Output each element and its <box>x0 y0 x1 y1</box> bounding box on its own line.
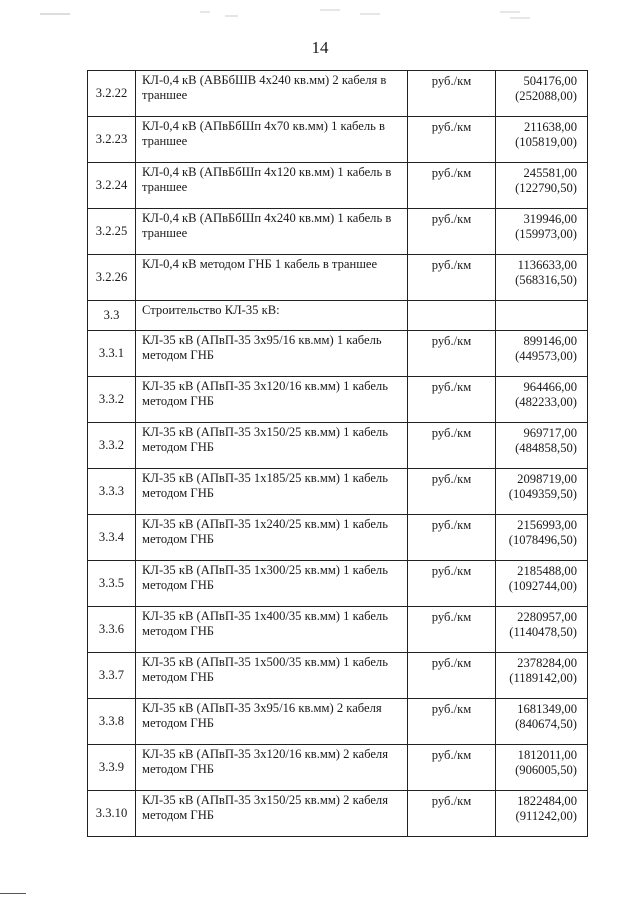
item-name: КЛ-0,4 кВ (АВБбШВ 4х240 кв.мм) 2 кабеля в траншее <box>136 71 408 117</box>
item-name: КЛ-0,4 кВ (АПвБбШп 4х120 кв.мм) 1 кабель в траншее <box>136 163 408 209</box>
price-value: 899146,00 <box>523 334 577 348</box>
price-cell <box>496 377 588 423</box>
unit-cell: руб./км <box>408 377 496 423</box>
table-row <box>88 469 588 515</box>
item-name: КЛ-35 кВ (АПвП-35 3х120/16 кв.мм) 2 кабеля методом ГНБ <box>136 745 408 791</box>
item-name: КЛ-35 кВ (АПвП-35 3х150/25 кв.мм) 2 кабеля методом ГНБ <box>136 791 408 837</box>
price-alt-value: (1078496,50) <box>508 533 577 547</box>
item-number: 3.3.1 <box>88 331 136 377</box>
table-row <box>88 607 588 653</box>
unit-cell: руб./км <box>408 745 496 791</box>
price-alt-value: (159973,00) <box>515 227 577 241</box>
item-number: 3.2.26 <box>88 255 136 301</box>
section-row <box>88 301 588 331</box>
price-value: 504176,00 <box>523 74 577 88</box>
unit-cell: руб./км <box>408 791 496 837</box>
unit-cell: руб./км <box>408 71 496 117</box>
item-number: 3.3.6 <box>88 607 136 653</box>
price-cell <box>496 71 588 117</box>
price-value: 211638,00 <box>523 120 577 134</box>
price-alt-value: (252088,00) <box>515 89 577 103</box>
price-alt-value: (840674,50) <box>515 717 577 731</box>
price-cell <box>496 255 588 301</box>
price-value: 1681349,00 <box>517 702 577 716</box>
item-name: КЛ-35 кВ (АПвП-35 1х240/25 кв.мм) 1 кабель методом ГНБ <box>136 515 408 561</box>
price-alt-value: (906005,50) <box>515 763 577 777</box>
price-alt-value: (568316,50) <box>515 273 577 287</box>
unit-cell: руб./км <box>408 209 496 255</box>
item-name: КЛ-35 кВ (АПвП-35 3х150/25 кв.мм) 1 кабель методом ГНБ <box>136 423 408 469</box>
unit-cell: руб./км <box>408 607 496 653</box>
page-number: 14 <box>311 38 329 57</box>
item-name: КЛ-35 кВ (АПвП-35 1х500/35 кв.мм) 1 кабель методом ГНБ <box>136 653 408 699</box>
item-number: 3.2.22 <box>88 71 136 117</box>
item-number: 3.3.2 <box>88 377 136 423</box>
price-cell <box>496 423 588 469</box>
price-alt-value: (1189142,00) <box>509 671 577 685</box>
table-row <box>88 163 588 209</box>
item-number: 3.3.5 <box>88 561 136 607</box>
scan-artifacts <box>20 4 620 24</box>
price-alt-value: (449573,00) <box>515 349 577 363</box>
price-alt-value: (1092744,00) <box>508 579 577 593</box>
table-row <box>88 791 588 837</box>
price-value: 2185488,00 <box>517 564 577 578</box>
table-row <box>88 117 588 163</box>
unit-cell: руб./км <box>408 117 496 163</box>
item-number: 3.2.23 <box>88 117 136 163</box>
item-name: КЛ-0,4 кВ (АПвБбШп 4х70 кв.мм) 1 кабель в траншее <box>136 117 408 163</box>
table-row <box>88 699 588 745</box>
price-value: 1136633,00 <box>517 258 577 272</box>
price-cell <box>496 561 588 607</box>
price-alt-value: (1140478,50) <box>509 625 577 639</box>
unit-cell: руб./км <box>408 255 496 301</box>
price-value: 1812011,00 <box>517 748 577 762</box>
item-number: 3.2.25 <box>88 209 136 255</box>
price-value: 2156993,00 <box>517 518 577 532</box>
item-name: Строительство КЛ-35 кВ: <box>136 301 408 331</box>
table-row <box>88 209 588 255</box>
price-cell <box>496 469 588 515</box>
price-cell <box>496 791 588 837</box>
unit-cell: руб./км <box>408 561 496 607</box>
price-cell <box>496 209 588 255</box>
price-cell <box>496 331 588 377</box>
price-value: 964466,00 <box>523 380 577 394</box>
item-number: 3.3.2 <box>88 423 136 469</box>
item-name: КЛ-35 кВ (АПвП-35 1х400/35 кв.мм) 1 кабель методом ГНБ <box>136 607 408 653</box>
price-alt-value: (1049359,50) <box>508 487 577 501</box>
price-value: 2378284,00 <box>517 656 577 670</box>
item-name: КЛ-35 кВ (АПвП-35 3х120/16 кв.мм) 1 кабель методом ГНБ <box>136 377 408 423</box>
item-number: 3.3.8 <box>88 699 136 745</box>
table-row <box>88 653 588 699</box>
price-alt-value: (122790,50) <box>515 181 577 195</box>
price-cell <box>496 117 588 163</box>
item-number: 3.3.4 <box>88 515 136 561</box>
unit-cell: руб./км <box>408 653 496 699</box>
item-number: 3.3.7 <box>88 653 136 699</box>
price-value: 1822484,00 <box>517 794 577 808</box>
price-alt-value: (105819,00) <box>515 135 577 149</box>
item-number: 3.3.3 <box>88 469 136 515</box>
unit-cell: руб./км <box>408 331 496 377</box>
price-value: 2280957,00 <box>517 610 577 624</box>
table-row <box>88 71 588 117</box>
price-cell <box>496 301 588 331</box>
item-name: КЛ-35 кВ (АПвП-35 1х300/25 кв.мм) 1 кабель методом ГНБ <box>136 561 408 607</box>
item-name: КЛ-0,4 кВ методом ГНБ 1 кабель в траншее <box>136 255 408 301</box>
unit-cell: руб./км <box>408 469 496 515</box>
unit-cell: руб./км <box>408 699 496 745</box>
unit-cell: руб./км <box>408 423 496 469</box>
price-alt-value: (911242,00) <box>515 809 577 823</box>
tariff-table <box>87 70 588 837</box>
price-cell <box>496 607 588 653</box>
unit-cell: руб./км <box>408 515 496 561</box>
item-number: 3.3.9 <box>88 745 136 791</box>
price-cell <box>496 699 588 745</box>
table-row <box>88 561 588 607</box>
table-row <box>88 331 588 377</box>
table-row <box>88 377 588 423</box>
price-alt-value: (482233,00) <box>515 395 577 409</box>
price-value: 319946,00 <box>523 212 577 226</box>
price-alt-value: (484858,50) <box>515 441 577 455</box>
price-cell <box>496 745 588 791</box>
item-name: КЛ-0,4 кВ (АПвБбШп 4х240 кв.мм) 1 кабель в траншее <box>136 209 408 255</box>
table-row <box>88 423 588 469</box>
price-cell <box>496 653 588 699</box>
item-number: 3.3.10 <box>88 791 136 837</box>
item-name: КЛ-35 кВ (АПвП-35 3х95/16 кв.мм) 1 кабель методом ГНБ <box>136 331 408 377</box>
unit-cell: руб./км <box>408 163 496 209</box>
table-row <box>88 255 588 301</box>
item-number: 3.3 <box>88 301 136 331</box>
item-number: 3.2.24 <box>88 163 136 209</box>
table-body <box>88 71 588 837</box>
table-row <box>88 515 588 561</box>
price-value: 2098719,00 <box>517 472 577 486</box>
item-name: КЛ-35 кВ (АПвП-35 3х95/16 кв.мм) 2 кабеля методом ГНБ <box>136 699 408 745</box>
price-value: 969717,00 <box>523 426 577 440</box>
price-cell <box>496 515 588 561</box>
margin-mark <box>0 893 26 894</box>
price-cell <box>496 163 588 209</box>
price-value: 245581,00 <box>523 166 577 180</box>
unit-cell <box>408 301 496 331</box>
table-row <box>88 745 588 791</box>
item-name: КЛ-35 кВ (АПвП-35 1х185/25 кв.мм) 1 кабель методом ГНБ <box>136 469 408 515</box>
